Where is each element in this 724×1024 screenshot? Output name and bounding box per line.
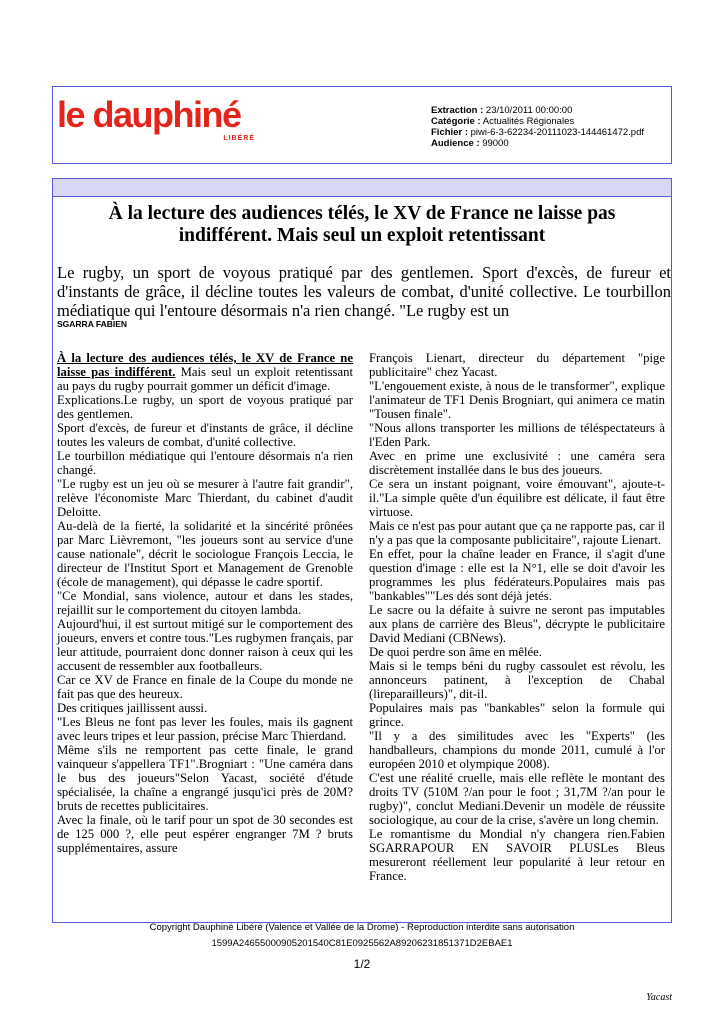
meta-audience: Audience : 99000 [431, 138, 509, 149]
paragraph: Sport d'excès, de fureur et d'instants de grâce, il décline toutes les valeurs de combat, d'unité collective. [57, 421, 353, 449]
paragraph: Ce sera un instant poignant, voire émouvant", ajoute-t-il."La simple quête d'un équilibre est délicate, il faut être virtuose. [369, 477, 665, 519]
article-lead: Le rugby, un sport de voyous pratiqué par des gentlemen. Sport d'excès, de fureur et d'instants de grâce, il décline toutes les valeurs de combat, d'unité collective. Le tourbillon médiatique qui l'entoure désormais n'a rien changé. "Le rugby est un [57, 263, 671, 320]
article-column-right [369, 351, 665, 883]
yacast-signature: Yacast [646, 992, 672, 1003]
paragraph: "Ce Mondial, sans violence, autour et dans les stades, rejaillit sur le comportement du citoyen lambda. [57, 589, 353, 617]
document-hash: 1599A24655000905201540C81E0925562A89206231851371D2EBAE1 [211, 938, 513, 949]
paragraph: "Nous allons transporter les millions de téléspectateurs à l'Eden Park. [369, 421, 665, 449]
paragraph: Aujourd'hui, il est surtout mitigé sur le comportement des joueurs, envers et contre tous."Les rugbymen français, par leur attitude, pourraient donc donner raison à ceux qui les accusent de ressembler aux footballeurs. [57, 617, 353, 673]
paragraph: C'est une réalité cruelle, mais elle reflète le montant des droits TV (510M ?/an pour le foot ; 31,7M ?/an pour le rugby)", conclut Mediani.Devenir un modèle de réussite sociologique, au cour de la crise, s'avère un long chemin. [369, 771, 665, 827]
logo-subtext: LIBÉRÉ [223, 135, 255, 142]
article-box [52, 178, 672, 923]
paragraph: Car ce XV de France en finale de la Coupe du monde ne fait pas que des heureux. [57, 673, 353, 701]
paragraph: "Il y a des similitudes avec les "Experts" (les handballeurs, champions du monde 2011, cumulé à l'or européen 2010 et olympique 2008). [369, 729, 665, 771]
paragraph: François Lienart, directeur du département "pige publicitaire" chez Yacast. [369, 351, 665, 379]
copyright-notice: Copyright Dauphiné Libéré (Valence et Vallée de la Drome) - Reproduction interdite sans autorisation [149, 922, 575, 933]
paragraph: De quoi perdre son âme en mêlée. [369, 645, 542, 659]
meta-file: Fichier : piwi-6-3-62234-20111023-144461472.pdf [431, 127, 645, 138]
paragraph: Au-delà de la fierté, la solidarité et la sincérité prônées par Marc Lièvremont, "les joueurs sont au service d'une cause nationale", décrit le sociologue François Leccia, le directeur de l'Institut Sport et Management de Grenoble (école de management), qui dépasse le cadre sportif. [57, 519, 353, 589]
paragraph: Le tourbillon médiatique qui l'entoure désormais n'a rien changé. [57, 449, 353, 477]
intro-rest: Mais seul un exploit retentissant au pays du rugby pourrait gommer un déficit d'image. [57, 365, 353, 393]
dauphine-logo [57, 94, 267, 147]
paragraph: "L'engouement existe, à nous de le transformer", explique l'animateur de TF1 Denis Brogniart, qui animera ce matin "Tousen finale". [369, 379, 665, 421]
metadata-block [431, 105, 644, 149]
paragraph: Mais ce n'est pas pour autant que ça ne rapporte pas, car il n'y a pas que la composante publicitaire", rajoute Lienart. [369, 519, 665, 547]
article-intro [57, 351, 353, 393]
paragraph: Avec en prime une exclusivité : une caméra sera discrètement installée dans le bus des joueurs. [369, 449, 665, 477]
paragraph: Même s'ils ne remportent pas cette finale, le grand vainqueur s'appellera TF1".Brogniart : "Une caméra dans le bus des joueurs"Selon Yacast, société d'étude spécialisée, la chaîne a engrangé jusqu'ici près de 20M? bruts de recettes publicitaires. [57, 743, 353, 813]
meta-extraction: Extraction : 23/10/2011 00:00:00 [431, 105, 573, 116]
paragraph: "Les Bleus ne font pas lever les foules, mais ils gagnent avec leurs tripes et leur passion, précise Marc Thierdand. [57, 715, 353, 743]
article-title: À la lecture des audiences télés, le XV de France ne laisse pas indifférent. Mais seul un exploit retentissant [108, 203, 616, 246]
article-author: SGARRA FABIEN [57, 319, 128, 329]
paragraph: Mais si le temps béni du rugby cassoulet est révolu, les annonceurs patinent, à l'exception de Chabal (lireparailleurs)", dit-il. [369, 659, 665, 701]
article-column-left [57, 351, 353, 855]
paragraph: Populaires mais pas "bankables" selon la formule qui grince. [369, 701, 665, 729]
logo-text: le dauphiné [57, 94, 241, 135]
paragraph: En effet, pour la chaîne leader en France, il s'agit d'une question d'image : elle est la N°1, elle se doit d'avoir les programmes les plus fédérateurs.Populaires mais pas "bankables""Les dés sont déjà jetés. [369, 547, 665, 603]
paragraph: "Le rugby est un jeu où se mesurer à l'autre fait grandir", relève l'économiste Marc Thierdant, du cabinet d'audit Deloitte. [57, 477, 353, 519]
header-box [52, 86, 672, 164]
paragraph: Des critiques jaillissent aussi. [57, 701, 208, 715]
paragraph: Avec la finale, où le tarif pour un spot de 30 secondes est de 125 000 ?, elle peut espérer engranger 7M ? bruts supplémentaires, assure [57, 813, 353, 855]
paragraph: Le romantisme du Mondial n'y changera rien.Fabien SGARRAPOUR EN SAVOIR PLUSLes Bleus mesureront réellement leur popularité à leur retour en France. [369, 827, 665, 883]
paragraph: Le sacre ou la défaite à suivre ne seront pas imputables aux plans de carrière des Bleus", décrypte le publicitaire David Mediani (CBNews). [369, 603, 665, 645]
article-header-band [53, 179, 671, 197]
page-number: 1/2 [353, 957, 371, 971]
meta-category: Catégorie : Actualités Régionales [431, 116, 575, 127]
paragraph: Explications.Le rugby, un sport de voyous pratiqué par des gentlemen. [57, 393, 353, 421]
intro-bold: À la lecture des audiences télés, le XV de France ne laisse pas indifférent. [57, 351, 353, 379]
